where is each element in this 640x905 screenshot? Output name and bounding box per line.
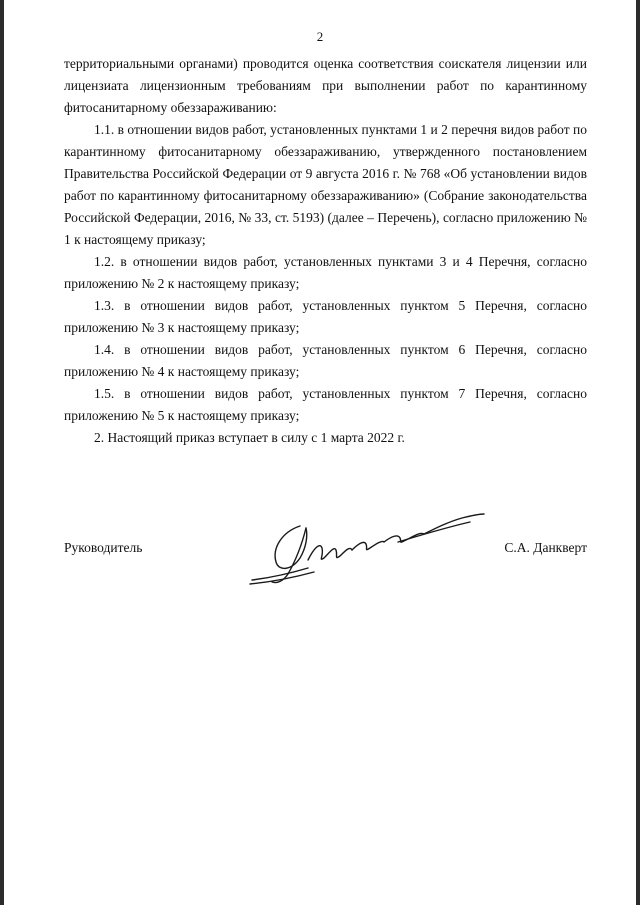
paragraph-item-1-5: 1.5. в отношении видов работ, установленных пунктом 7 Перечня, согласно приложению № 5 к настоящему приказу; bbox=[64, 386, 587, 423]
document-body bbox=[64, 53, 587, 449]
paragraph-continuation: территориальными органами) проводится оценка соответствия соискателя лицензии или лицензиата лицензионным требованиям при выполнении работ по карантинному фитосанитарному обеззараживанию: bbox=[64, 56, 587, 115]
handwritten-signature bbox=[248, 508, 488, 588]
paragraph-item-1-1: 1.1. в отношении видов работ, установленных пунктами 1 и 2 перечня видов работ по карантинному фитосанитарному обеззараживанию, утвержденного постановлением Правительства Российской Федерации от 9 августа 2016 г. № 768 «Об установлении видов работ по карантинному фитосанитарному обеззараживанию» (Собрание законодательства Российской Федерации, 2016, № 33, ст. 5193) (далее – Перечень), согласно приложению № 1 к настоящему приказу; bbox=[64, 122, 587, 247]
paragraph-item-1-2: 1.2. в отношении видов работ, установленных пунктами 3 и 4 Перечня, согласно приложению № 2 к настоящему приказу; bbox=[64, 254, 587, 291]
paragraph-item-1-4: 1.4. в отношении видов работ, установленных пунктом 6 Перечня, согласно приложению № 4 к настоящему приказу; bbox=[64, 342, 587, 379]
paragraph-item-1-3: 1.3. в отношении видов работ, установленных пунктом 5 Перечня, согласно приложению № 3 к настоящему приказу; bbox=[64, 298, 587, 335]
scan-border-left bbox=[0, 0, 4, 905]
signer-title: Руководитель bbox=[64, 540, 143, 555]
paragraph-item-2: 2. Настоящий приказ вступает в силу с 1 марта 2022 г. bbox=[94, 430, 405, 445]
signer-name: С.А. Данкверт bbox=[504, 540, 587, 555]
page-number: 2 bbox=[316, 29, 324, 44]
scan-border-right bbox=[636, 0, 640, 905]
